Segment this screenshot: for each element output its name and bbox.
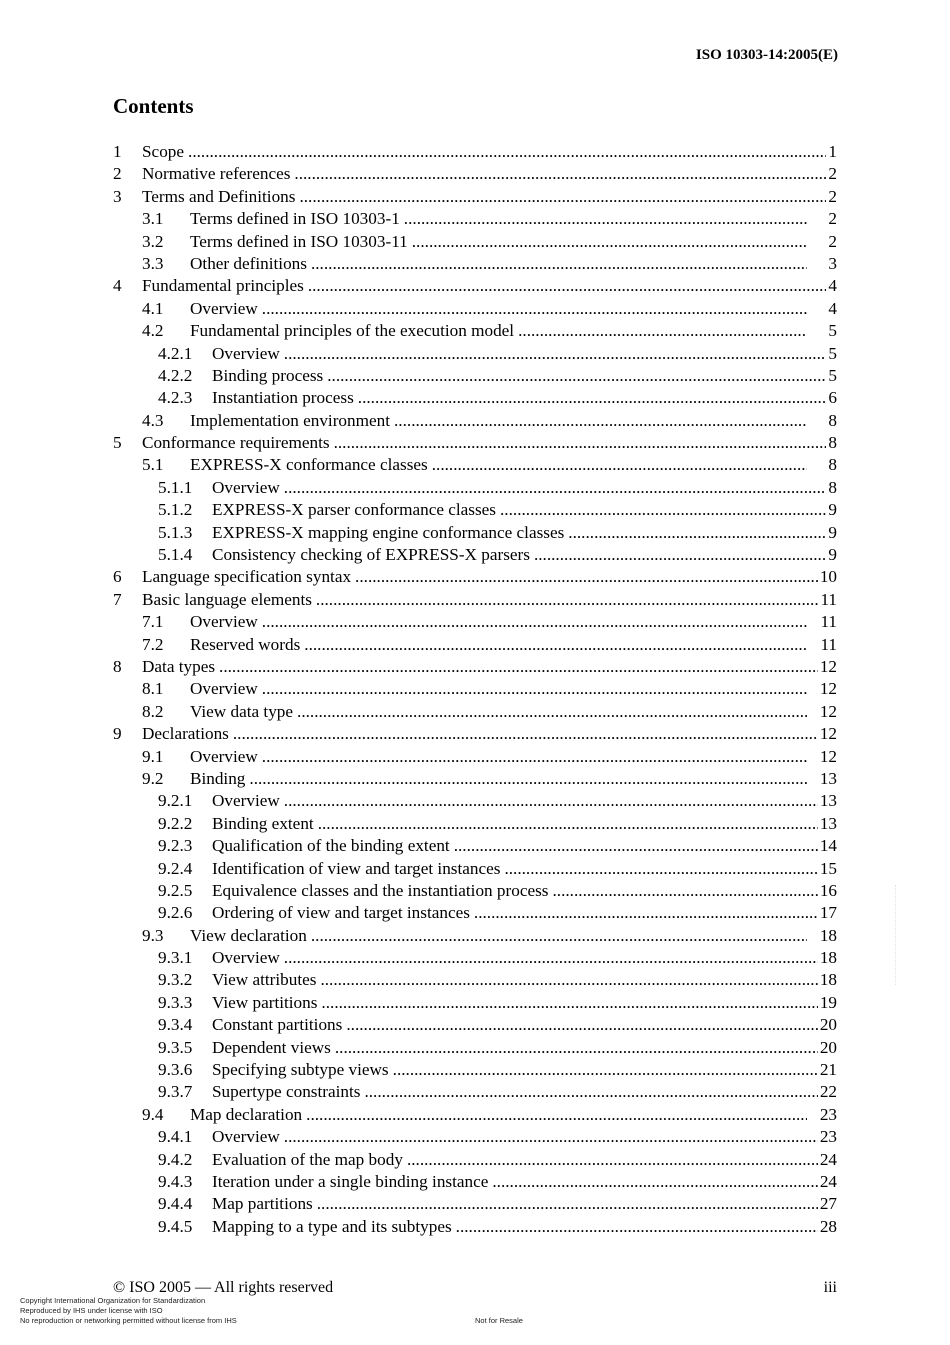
toc-entry-page: 2 (828, 231, 837, 251)
toc-entry[interactable] (113, 1126, 837, 1148)
toc-entry-title: Conformance requirements (142, 433, 330, 453)
toc-entry[interactable] (113, 768, 837, 790)
toc-entry-title: Equivalence classes and the instantiation process (212, 880, 549, 900)
toc-dot-leader (284, 477, 826, 499)
toc-entry-number: 4.2 (142, 321, 164, 341)
toc-dot-leader (407, 1149, 818, 1171)
toc-entry-page: 20 (819, 1037, 837, 1057)
toc-entry-page: 22 (819, 1082, 837, 1102)
toc-entry-page: 3 (828, 253, 837, 273)
toc-dot-leader (262, 298, 807, 320)
toc-entry[interactable] (113, 477, 837, 499)
toc-entry-page: 11 (820, 589, 837, 609)
toc-entry-title: Other definitions (190, 253, 307, 273)
toc-entry-page: 12 (819, 746, 837, 766)
toc-entry-page: 1 (828, 142, 837, 161)
toc-entry-title: Scope (142, 142, 185, 161)
toc-entry[interactable] (113, 835, 837, 857)
toc-entry-number: 9.3.2 (158, 970, 193, 990)
license-line: Reproduced by IHS under license with ISO (20, 1306, 163, 1315)
toc-dot-leader (432, 454, 807, 476)
toc-entry-number: 9.3 (142, 925, 164, 945)
toc-dot-leader (284, 1126, 818, 1148)
toc-entry-title: Binding (190, 768, 246, 788)
toc-entry[interactable] (113, 902, 837, 924)
toc-entry-title: Basic language elements (142, 589, 312, 609)
toc-dot-leader (316, 589, 819, 611)
toc-entry-number: 9.2 (142, 768, 164, 788)
toc-dot-leader (456, 1216, 818, 1238)
toc-dot-leader (327, 365, 826, 387)
toc-entry[interactable] (113, 432, 837, 454)
not-for-resale-label: Not for Resale (475, 1316, 523, 1325)
toc-entry-title: Overview (190, 746, 258, 766)
toc-entry[interactable] (113, 365, 837, 387)
toc-entry-number: 2 (113, 164, 122, 184)
toc-entry-page: 5 (828, 343, 837, 363)
toc-entry-title: Overview (212, 1127, 280, 1147)
toc-entry-title: Overview (190, 679, 258, 699)
toc-entry[interactable] (113, 969, 837, 991)
toc-entry-number: 9.4.2 (158, 1149, 193, 1169)
toc-entry-title: Binding extent (212, 813, 314, 833)
toc-entry-page: 4 (828, 276, 837, 296)
toc-entry[interactable] (113, 566, 837, 588)
toc-entry[interactable] (113, 858, 837, 880)
toc-dot-leader (304, 634, 807, 656)
page-number: iii (823, 1279, 837, 1296)
toc-entry-page: 2 (828, 164, 837, 184)
toc-entry[interactable] (113, 410, 837, 432)
toc-dot-leader (320, 969, 817, 991)
toc-entry-title: EXPRESS-X parser conformance classes (212, 500, 496, 520)
copyright-notice: © ISO 2005 — All rights reserved (113, 1279, 334, 1296)
toc-entry-page: 17 (819, 903, 837, 923)
toc-dot-leader (294, 163, 826, 185)
toc-entry-title: Binding process (212, 365, 324, 385)
toc-entry[interactable] (113, 231, 837, 253)
toc-dot-leader (284, 947, 818, 969)
toc-entry-page: 12 (819, 656, 837, 676)
toc-entry-title: Implementation environment (190, 410, 390, 430)
toc-dot-leader (262, 746, 807, 768)
toc-entry-number: 9.2.2 (158, 813, 193, 833)
toc-entry[interactable] (113, 253, 837, 275)
toc-entry-title: Data types (142, 656, 216, 676)
toc-entry-page: 27 (819, 1194, 837, 1214)
toc-entry-title: Reserved words (190, 634, 301, 654)
toc-entry-number: 5.1.3 (158, 522, 193, 542)
toc-entry-title: Consistency checking of EXPRESS-X parsers (212, 545, 530, 565)
toc-entry-title: Terms defined in ISO 10303-11 (190, 231, 408, 251)
toc-entry-number: 4.2.3 (158, 388, 193, 408)
toc-entry-number: 4.2.1 (158, 343, 193, 363)
toc-entry-title: Overview (190, 612, 258, 632)
toc-entry-number: 4.1 (142, 298, 164, 318)
toc-entry-number: 4 (113, 276, 122, 296)
toc-entry-number: 6 (113, 567, 122, 587)
toc-entry-page: 6 (828, 388, 837, 408)
toc-entry-page: 13 (819, 791, 837, 811)
toc-entry-page: 16 (819, 880, 837, 900)
toc-entry-page: 4 (828, 298, 837, 318)
license-notice (20, 1296, 237, 1326)
toc-entry[interactable] (113, 298, 837, 320)
toc-entry[interactable] (113, 522, 837, 544)
toc-entry[interactable] (113, 163, 837, 185)
toc-entry-number: 9.4.3 (158, 1171, 193, 1191)
toc-entry[interactable] (113, 589, 837, 611)
toc-dot-leader (311, 253, 807, 275)
toc-entry-number: 7.2 (142, 634, 164, 654)
toc-entry-title: View partitions (212, 992, 318, 1012)
toc-dot-leader (355, 566, 818, 588)
toc-dot-leader (317, 1193, 818, 1215)
toc-entry-page: 5 (828, 365, 837, 385)
toc-entry[interactable] (113, 1104, 837, 1126)
toc-entry-page: 9 (828, 522, 837, 542)
toc-entry-number: 9.2.3 (158, 836, 193, 856)
toc-dot-leader (500, 499, 826, 521)
toc-entry-number: 9.3.5 (158, 1037, 193, 1057)
toc-entry-number: 9.2.4 (158, 858, 193, 878)
toc-dot-leader (474, 902, 818, 924)
toc-entry-title: EXPRESS-X mapping engine conformance classes (212, 522, 565, 542)
toc-dot-leader (518, 320, 807, 342)
toc-entry-number: 3.2 (142, 231, 164, 251)
document-id-header: ISO 10303-14:2005(E) (695, 47, 838, 63)
toc-entry[interactable] (113, 790, 837, 812)
toc-entry-number: 7.1 (142, 612, 164, 632)
toc-entry-page: 10 (819, 567, 837, 587)
toc-entry-page: 2 (828, 209, 837, 229)
toc-dot-leader (334, 432, 826, 454)
toc-entry-page: 13 (819, 768, 837, 788)
toc-entry[interactable] (113, 1193, 837, 1215)
page-footer (113, 1279, 837, 1297)
toc-dot-leader (358, 387, 826, 409)
toc-entry[interactable] (113, 880, 837, 902)
toc-entry[interactable] (113, 992, 837, 1014)
toc-entry[interactable] (113, 275, 837, 297)
toc-entry-number: 9.3.1 (158, 948, 193, 968)
toc-entry[interactable] (113, 320, 837, 342)
toc-entry-number: 4.3 (142, 410, 164, 430)
toc-entry-title: Terms defined in ISO 10303-1 (190, 209, 400, 229)
toc-entry-number: 9 (113, 724, 122, 744)
toc-entry-title: Terms and Definitions (142, 186, 296, 206)
toc-entry-title: EXPRESS-X conformance classes (190, 455, 428, 475)
toc-entry-title: Overview (212, 477, 280, 497)
toc-entry-title: Map declaration (190, 1104, 303, 1124)
toc-entry-page: 19 (819, 992, 837, 1012)
toc-entry-title: View attributes (212, 970, 317, 990)
toc-entry-title: Dependent views (212, 1037, 331, 1057)
toc-entry[interactable] (113, 947, 837, 969)
toc-entry-page: 21 (819, 1060, 837, 1080)
toc-entry-page: 13 (819, 813, 837, 833)
license-line: No reproduction or networking permitted without license from IHS (20, 1316, 237, 1325)
toc-entry-title: Ordering of view and target instances (212, 903, 470, 923)
toc-entry-number: 9.4 (142, 1104, 164, 1124)
toc-dot-leader (297, 701, 807, 723)
toc-entry[interactable] (113, 813, 837, 835)
toc-entry[interactable] (113, 343, 837, 365)
toc-entry-number: 9.1 (142, 746, 164, 766)
toc-dot-leader (393, 1059, 818, 1081)
toc-entry-title: Mapping to a type and its subtypes (212, 1216, 452, 1236)
toc-dot-leader (568, 522, 826, 544)
toc-entry-page: 23 (819, 1104, 837, 1124)
toc-entry-page: 12 (819, 724, 837, 744)
toc-entry-title: Evaluation of the map body (212, 1149, 403, 1169)
toc-entry[interactable] (113, 678, 837, 700)
toc-dot-leader (262, 678, 807, 700)
toc-dot-leader (284, 790, 818, 812)
toc-entry-title: Declarations (142, 724, 229, 744)
toc-entry-number: 3 (113, 186, 122, 206)
toc-entry[interactable] (113, 746, 837, 768)
toc-entry-number: 3.3 (142, 253, 164, 273)
toc-entry-page: 8 (828, 455, 837, 475)
toc-entry-number: 9.4.4 (158, 1194, 193, 1214)
toc-entry-title: View data type (190, 701, 294, 721)
toc-entry-page: 18 (819, 970, 837, 990)
toc-dot-leader (346, 1014, 817, 1036)
toc-entry-number: 5.1.2 (158, 500, 193, 520)
toc-entry[interactable] (113, 656, 837, 678)
toc-entry[interactable] (113, 1014, 837, 1036)
toc-entry-title: Normative references (142, 164, 291, 184)
toc-entry-title: Specifying subtype views (212, 1060, 389, 1080)
toc-dot-leader (311, 925, 807, 947)
toc-entry[interactable] (113, 634, 837, 656)
toc-dot-leader (364, 1081, 817, 1103)
toc-entry-number: 9.3.6 (158, 1060, 193, 1080)
toc-entry-page: 24 (819, 1149, 837, 1169)
toc-entry-number: 9.3.3 (158, 992, 193, 1012)
toc-entry-title: Supertype constraints (212, 1082, 361, 1102)
toc-entry[interactable] (113, 1149, 837, 1171)
toc-entry-page: 18 (819, 925, 837, 945)
toc-dot-leader (233, 723, 818, 745)
toc-entry[interactable] (113, 1037, 837, 1059)
toc-dot-leader (188, 141, 826, 163)
toc-entry-number: 7 (113, 589, 122, 609)
toc-entry-number: 9.2.1 (158, 791, 193, 811)
toc-entry[interactable] (113, 186, 837, 208)
toc-entry[interactable] (113, 1081, 837, 1103)
toc-entry-title: Identification of view and target instances (212, 858, 501, 878)
toc-entry-title: Iteration under a single binding instance (212, 1171, 489, 1191)
toc-entry-number: 8.1 (142, 679, 164, 699)
toc-entry-page: 12 (819, 701, 837, 721)
page-title: Contents (113, 94, 194, 118)
toc-entry-number: 4.2.2 (158, 365, 193, 385)
toc-dot-leader (262, 611, 807, 633)
toc-dot-leader (219, 656, 818, 678)
toc-entry-page: 11 (820, 612, 837, 632)
toc-entry-number: 5.1 (142, 455, 164, 475)
toc-entry-number: 9.3.4 (158, 1015, 193, 1035)
toc-entry-page: 8 (828, 433, 837, 453)
toc-dot-leader (394, 410, 807, 432)
toc-entry[interactable] (113, 611, 837, 633)
toc-dot-leader (404, 208, 807, 230)
toc-entry[interactable] (113, 499, 837, 521)
toc-dot-leader (318, 813, 818, 835)
toc-dot-leader (552, 880, 817, 902)
toc-entry[interactable] (113, 387, 837, 409)
toc-entry[interactable] (113, 1171, 837, 1193)
toc-entry[interactable] (113, 454, 837, 476)
toc-dot-leader (249, 768, 807, 790)
toc-entry-title: Overview (212, 948, 280, 968)
toc-entry-page: 28 (819, 1216, 837, 1236)
toc-entry[interactable] (113, 701, 837, 723)
license-line: Copyright International Organization for Standardization (20, 1296, 206, 1305)
toc-entry-page: 9 (828, 500, 837, 520)
toc-dot-leader (321, 992, 817, 1014)
toc-entry-title: Instantiation process (212, 388, 354, 408)
toc-entry[interactable] (113, 925, 837, 947)
toc-dot-leader (504, 858, 817, 880)
toc-entry-page: 23 (819, 1127, 837, 1147)
toc-entry-page: 20 (819, 1015, 837, 1035)
toc-entry-page: 2 (828, 186, 837, 206)
toc-entry-title: Language specification syntax (142, 567, 352, 587)
toc-entry-page: 12 (819, 679, 837, 699)
toc-dot-leader (306, 1104, 807, 1126)
toc-dot-leader (454, 835, 818, 857)
toc-entry-page: 8 (828, 410, 837, 430)
toc-entry-page: 18 (819, 948, 837, 968)
toc-entry-number: 3.1 (142, 209, 164, 229)
margin-watermark (895, 885, 906, 985)
toc-entry-number: 9.2.6 (158, 903, 193, 923)
toc-entry-title: Constant partitions (212, 1015, 343, 1035)
toc-entry-title: Overview (212, 343, 280, 363)
toc-dot-leader (299, 186, 826, 208)
toc-dot-leader (412, 231, 807, 253)
toc-entry-number: 8 (113, 656, 122, 676)
table-of-contents (113, 141, 837, 1238)
toc-entry-title: Qualification of the binding extent (212, 836, 450, 856)
toc-entry-page: 24 (819, 1171, 837, 1191)
toc-entry-title: Overview (190, 298, 258, 318)
toc-dot-leader (308, 275, 826, 297)
toc-entry-title: Fundamental principles of the execution model (190, 321, 515, 341)
toc-dot-leader (284, 343, 826, 365)
toc-entry-page: 5 (828, 321, 837, 341)
toc-entry-number: 9.2.5 (158, 880, 193, 900)
toc-entry-title: View declaration (190, 925, 307, 945)
toc-entry-number: 9.4.5 (158, 1216, 193, 1236)
toc-entry-number: 9.3.7 (158, 1082, 193, 1102)
toc-entry[interactable] (113, 208, 837, 230)
toc-entry-number: 8.2 (142, 701, 164, 721)
toc-entry-page: 15 (819, 858, 837, 878)
toc-dot-leader (492, 1171, 817, 1193)
toc-entry[interactable] (113, 723, 837, 745)
toc-entry[interactable] (113, 141, 837, 163)
toc-dot-leader (335, 1037, 818, 1059)
toc-entry-page: 11 (820, 634, 837, 654)
toc-entry-number: 9.4.1 (158, 1127, 193, 1147)
toc-entry-number: 5.1.4 (158, 545, 193, 565)
toc-entry-number: 5 (113, 433, 122, 453)
toc-entry-title: Fundamental principles (142, 276, 304, 296)
toc-entry-number: 1 (113, 142, 122, 161)
toc-entry[interactable] (113, 1059, 837, 1081)
toc-entry-title: Map partitions (212, 1194, 313, 1214)
toc-entry-page: 14 (819, 836, 837, 856)
toc-entry[interactable] (113, 544, 837, 566)
toc-entry[interactable] (113, 1216, 837, 1238)
toc-entry-number: 5.1.1 (158, 477, 193, 497)
toc-dot-leader (534, 544, 826, 566)
toc-entry-page: 9 (828, 545, 837, 565)
toc-entry-page: 8 (828, 477, 837, 497)
toc-entry-title: Overview (212, 791, 280, 811)
